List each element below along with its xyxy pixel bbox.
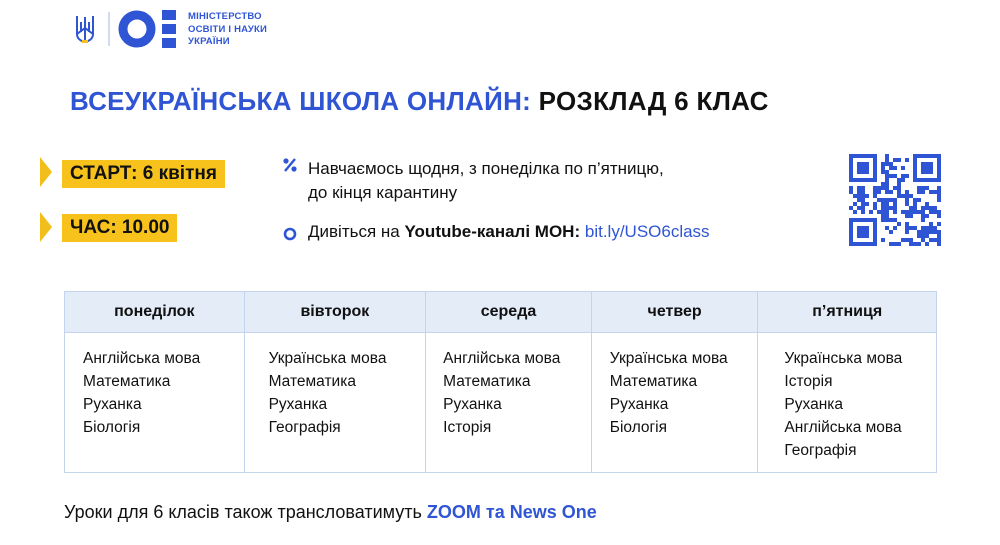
newsone-label: News One: [509, 502, 597, 522]
day-column-tuesday: [245, 292, 427, 472]
youtube-note: [308, 222, 710, 242]
mon-squares-logo: [162, 10, 176, 48]
zoom-label: ZOOM: [426, 502, 481, 522]
subject-item: Руханка: [784, 396, 844, 413]
circle-bullet-icon: [283, 227, 297, 241]
subject-item: Руханка: [83, 396, 142, 413]
subject-list: [758, 333, 936, 462]
subject-item: Біологія: [83, 419, 141, 436]
schedule-note-line: до кінця карантину: [308, 183, 458, 202]
day-header: понеділок: [65, 292, 244, 333]
title-black-part: РОЗКЛАД 6 КЛАС: [538, 86, 769, 116]
subject-item: Математика: [609, 373, 698, 390]
start-arrow-icon: [40, 157, 52, 187]
day-column-thursday: [592, 292, 759, 472]
subject-item: Географія: [268, 419, 341, 436]
subject-item: Англійська мова: [784, 419, 902, 436]
day-header: п’ятниця: [758, 292, 936, 333]
subject-list: [245, 333, 426, 439]
day-header: вівторок: [245, 292, 426, 333]
subject-item: Математика: [443, 373, 531, 390]
time-arrow-icon: [40, 212, 52, 242]
subject-item: Руханка: [443, 396, 502, 413]
and-label: та: [480, 502, 510, 522]
day-header: середа: [426, 292, 591, 333]
subject-item: Англійська мова: [83, 350, 201, 367]
trident-icon: [74, 14, 96, 44]
subject-item: Українська мова: [268, 350, 387, 367]
ministry-name: [188, 11, 267, 49]
ministry-line: ОСВІТИ І НАУКИ: [188, 23, 267, 35]
qr-code[interactable]: [849, 154, 941, 246]
subject-item: Математика: [83, 373, 171, 390]
subject-item: Математика: [268, 373, 356, 390]
ministry-line: УКРАЇНИ: [188, 36, 230, 47]
time-badge: ЧАС: 10.00: [62, 214, 177, 242]
day-column-wednesday: [426, 292, 592, 472]
subject-item: Руханка: [268, 396, 328, 413]
subject-item: Історія: [784, 373, 833, 390]
schedule-note-line: Навчаємось щодня, з понеділка по п’ятницю,: [308, 159, 664, 178]
broadcast-note-prefix: Уроки для 6 класів також трансловатимуть: [64, 502, 427, 522]
percent-icon: [282, 157, 298, 173]
day-column-monday: [65, 292, 245, 472]
subject-item: Географія: [784, 442, 857, 459]
mon-ring-logo: [118, 10, 156, 48]
schedule-table: [64, 291, 937, 473]
subject-item: Українська мова: [784, 350, 903, 367]
page-title: [70, 86, 769, 117]
subject-list: [592, 333, 758, 439]
subject-item: Руханка: [609, 396, 669, 413]
logo-divider: [108, 12, 110, 46]
subject-list: [426, 333, 591, 439]
subject-item: Українська мова: [609, 350, 728, 367]
start-date-badge: СТАРТ: 6 квітня: [62, 160, 225, 188]
subject-item: Історія: [443, 419, 492, 436]
broadcast-note: [64, 502, 597, 523]
youtube-note-prefix: Дивіться на: [308, 222, 405, 241]
day-header: четвер: [592, 292, 758, 333]
subject-list: [65, 333, 244, 439]
subject-item: Англійська мова: [443, 350, 561, 367]
youtube-link[interactable]: bit.ly/USO6class: [584, 222, 710, 241]
day-column-friday: [758, 292, 936, 472]
subject-item: Біологія: [609, 419, 668, 436]
schedule-note: [308, 157, 664, 205]
title-blue-part: ВСЕУКРАЇНСЬКА ШКОЛА ОНЛАЙН:: [70, 86, 532, 116]
youtube-channel-label: Youtube-каналі МОН:: [404, 222, 581, 241]
ministry-line: МІНІСТЕРСТВО: [188, 11, 262, 22]
